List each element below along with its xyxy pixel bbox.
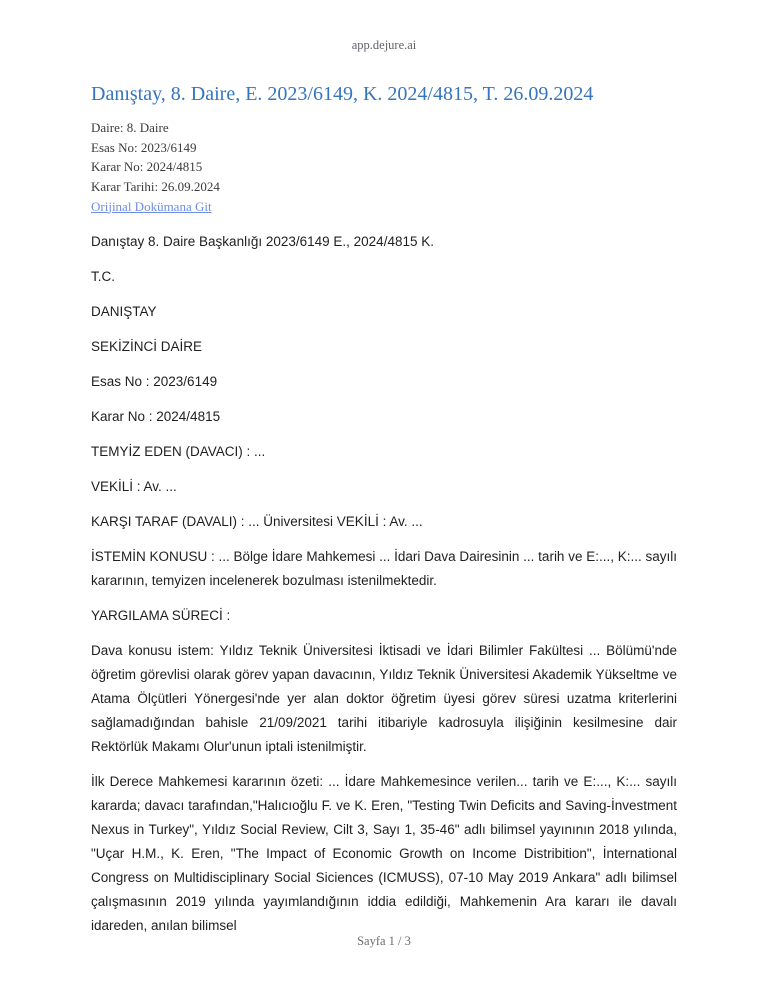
meta-karar-no: Karar No: 2024/4815 (91, 159, 203, 174)
paragraph-danistay: DANIŞTAY (91, 304, 157, 319)
paragraph-istemin-konusu: İSTEMİN KONUSU : ... Bölge İdare Mahkemesi ... İdari Dava Dairesinin ... tarih ve E:..., K:... sayılı kararının, temyizen incelenerek bozulması istenilmektedir. (91, 549, 677, 588)
paragraph-karsi-taraf: KARŞI TARAF (DAVALI) : ... Üniversitesi VEKİLİ : Av. ... (91, 514, 423, 529)
paragraph-daire: SEKİZİNCİ DAİRE (91, 339, 203, 354)
paragraph-yargilama-sureci: YARGILAMA SÜRECİ : (91, 608, 231, 623)
paragraph-dava-konusu-istem: Dava konusu istem: Yıldız Teknik Üniversitesi İktisadi ve İdari Bilimler Fakültesi ... Bölümü'nde öğretim görevlisi olarak görev yapan davacının, Yıldız Teknik Üniversitesi Akademik Yükseltme ve Atama Ölçütleri Yönergesi'nde yer alan doktor öğretim üyesi görev süresi uzatma kriterlerini sağlamadığından bahisle 21/09/2021 tarihi itibariyle kadrosuyla ilişiğinin kesilmesine dair Rektörlük Makamı Olur'unun iptali istenilmiştir. (91, 643, 677, 754)
document-title: Danıştay, 8. Daire, E. 2023/6149, K. 2024/4815, T. 26.09.2024 (91, 83, 594, 105)
document-meta-block (91, 118, 677, 216)
paragraph-vekili: VEKİLİ : Av. ... (91, 479, 177, 494)
meta-karar-tarihi: Karar Tarihi: 26.09.2024 (91, 178, 220, 194)
document-content (91, 0, 677, 949)
paragraph-ilk-derece-ozeti: İlk Derece Mahkemesi kararının özeti: ... İdare Mahkemesince verilen... tarih ve E:..., K:... sayılı kararda; davacı tarafından,"Halıcıoğlu F. ve K. Eren, "Testing Twin Deficits and Saving-İnvestment Nexus in Turkey", Yıldız Social Review, Cilt 3, Sayı 1, 35-46" adlı bilimsel yayınının 2018 yılında, "Uçar H.M., K. Eren, "The Impact of Economic Growth on Income Distribition", İnternational Congress on Multidisciplinary Social Siciences (ICMUSS), 07-10 May 2019 Ankara" adlı bilimsel çalışmasının 2019 yılında yayımlandığının iddia edildiği, Mahkemenin Ara kararı ile davalı idareden, anılan bilimsel (91, 774, 677, 933)
site-url-header: app.dejure.ai (351, 38, 417, 52)
paragraph-temyiz-eden: TEMYİZ EDEN (DAVACI) : ... (91, 444, 266, 459)
meta-esas-no: Esas No: 2023/6149 (91, 139, 197, 155)
page-number: Sayfa 1 / 3 (357, 934, 411, 948)
paragraph-karar-no: Karar No : 2024/4815 (91, 409, 221, 424)
paragraph-case-reference: Danıştay 8. Daire Başkanlığı 2023/6149 E., 2024/4815 K. (91, 234, 434, 249)
meta-daire: Daire: 8. Daire (91, 120, 169, 135)
paragraph-tc: T.C. (91, 269, 116, 284)
original-document-link[interactable]: Orijinal Dokümana Git (91, 198, 212, 214)
paragraph-esas-no: Esas No : 2023/6149 (91, 374, 218, 389)
document-body (91, 230, 677, 938)
